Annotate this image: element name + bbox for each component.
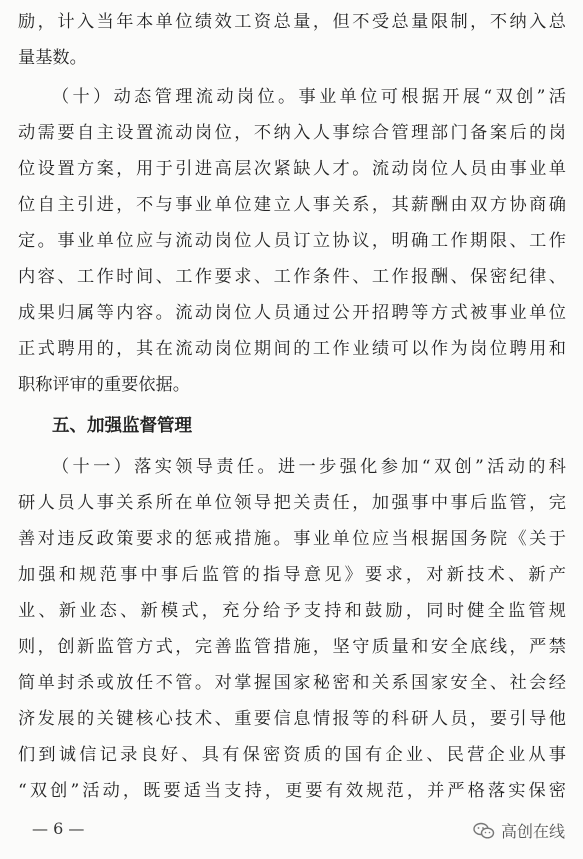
watermark-text: 高创在线 <box>500 822 565 841</box>
section-heading: 五、加强监督管理 <box>52 416 192 436</box>
text-line: 们到诚信记录良好、具有保密资质的国有企业、民营企业从事 <box>18 745 566 765</box>
text-line: 研人员人事关系所在单位领导把关责任，加强事中事后监管，完 <box>18 493 566 513</box>
text-line: 正式聘用的，其在流动岗位期间的工作业绩可以作为岗位聘用和 <box>18 339 566 359</box>
text-line: 济发展的关键核心技术、重要信息情报等的科研人员，要引导他 <box>18 709 566 729</box>
text-line: 位自主引进，不与事业单位建立人事关系，其薪酬由双方协商确 <box>18 195 566 215</box>
page-number: — 6 — <box>32 819 85 838</box>
wechat-icon <box>473 822 495 840</box>
paragraph-start-line: （十）动态管理流动岗位。事业单位可根据开展“双创”活 <box>52 87 566 107</box>
watermark <box>473 819 565 842</box>
text-line: 定。事业单位应与流动岗位人员订立协议，明确工作期限、工作 <box>18 231 566 251</box>
text-line: 善对违反政策要求的惩戒措施。事业单位应当根据国务院《关于 <box>18 529 566 549</box>
text-line: 量基数。 <box>18 48 87 68</box>
text-line: 动需要自主设置流动岗位，不纳入人事综合管理部门备案后的岗 <box>18 123 566 143</box>
text-line: 励，计入当年本单位绩效工资总量，但不受总量限制，不纳入总 <box>18 12 566 32</box>
text-line: 加强和规范事中事后监管的指导意见》要求，对新技术、新产 <box>18 565 566 585</box>
text-line: 简单封杀或放任不管。对掌握国家秘密和关系国家安全、社会经 <box>18 673 566 693</box>
paragraph-start-line: （十一）落实领导责任。进一步强化参加“双创”活动的科 <box>52 457 566 477</box>
text-line: “双创”活动，既要适当支持，更要有效规范，并严格落实保密 <box>18 781 566 801</box>
text-line: 成果归属等内容。流动岗位人员通过公开招聘等方式被事业单位 <box>18 303 566 323</box>
text-line: 位设置方案，用于引进高层次紧缺人才。流动岗位人员由事业单 <box>18 159 566 179</box>
text-line: 业、新业态、新模式，充分给予支持和鼓励，同时健全监管规 <box>18 601 566 621</box>
text-line: 则，创新监管方式，完善监管措施，坚守质量和安全底线，严禁 <box>18 637 566 657</box>
text-line: 内容、工作时间、工作要求、工作条件、工作报酬、保密纪律、 <box>18 267 566 287</box>
text-line: 职称评审的重要依据。 <box>18 375 190 395</box>
